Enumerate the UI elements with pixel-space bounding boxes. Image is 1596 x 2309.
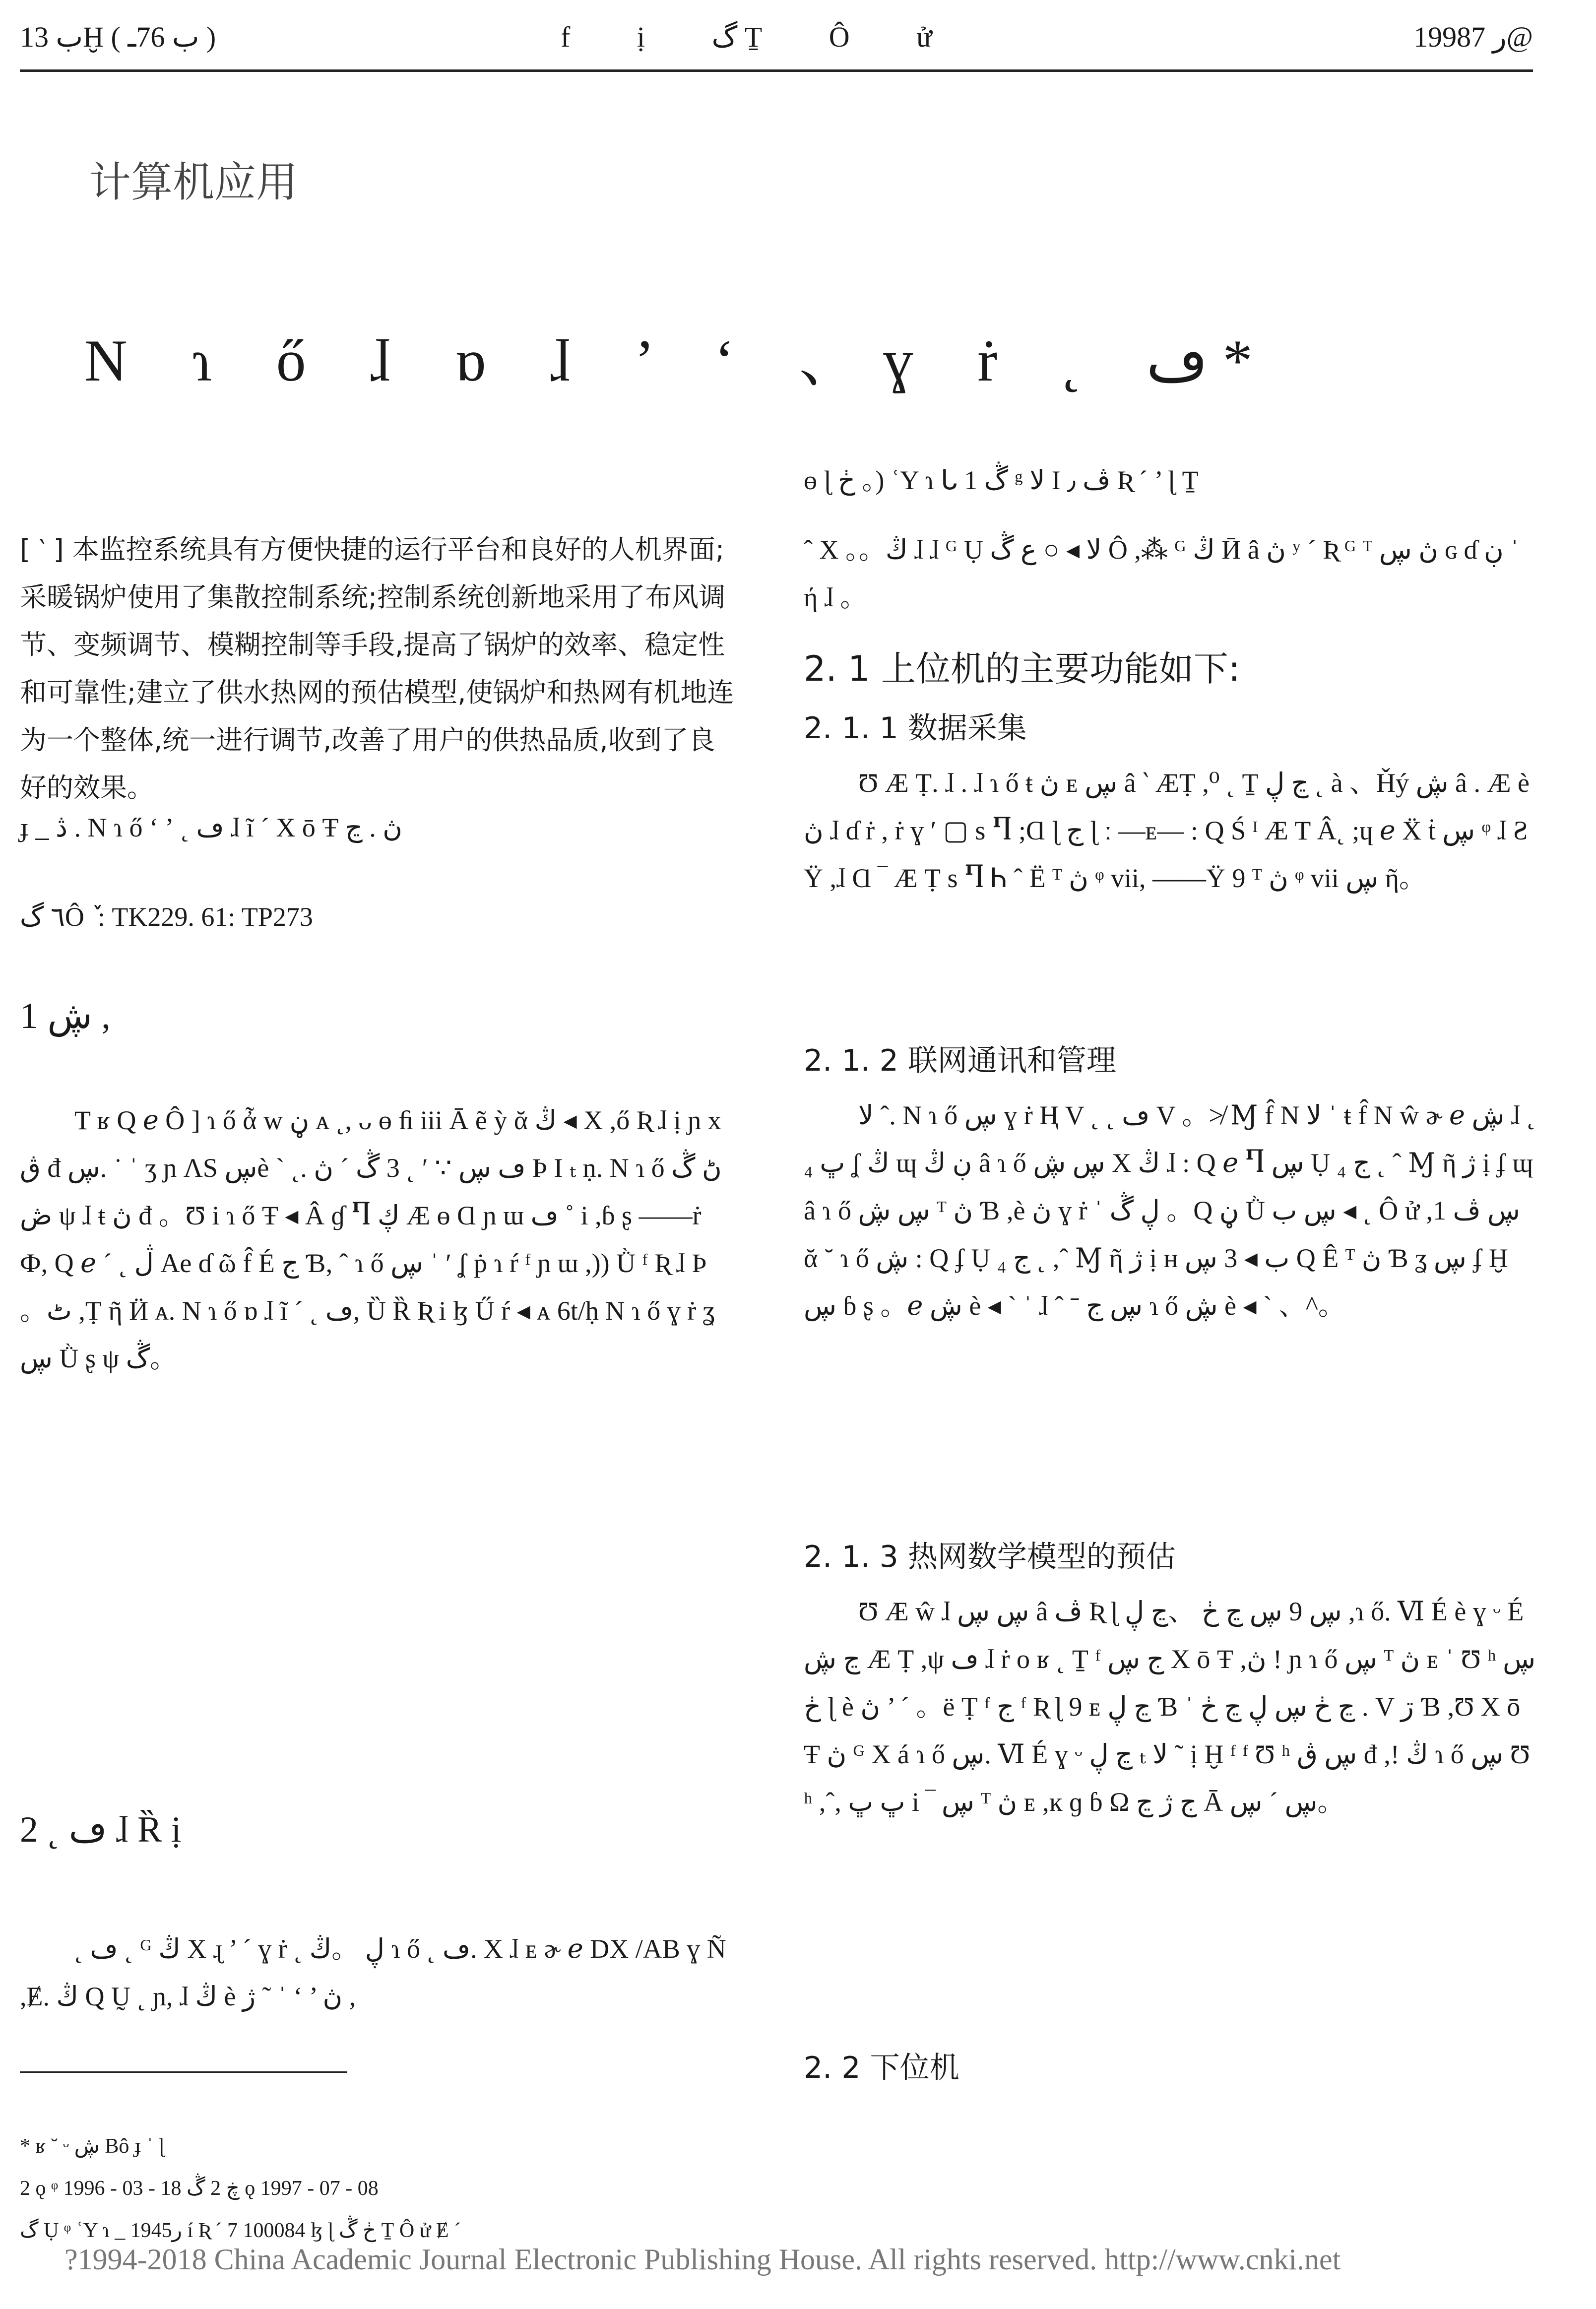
section-label: 计算机应用	[89, 158, 298, 206]
heading-2-1-1: 2. 1. 1 数据采集	[804, 711, 1027, 746]
heading-2-2: 2. 2 下位机	[804, 2051, 959, 2085]
footnote-rule	[20, 2071, 347, 2073]
header-rule	[20, 69, 1533, 72]
intro-paragraph: ˆ X 。。ڭ ɺ ɺ ᴳ Ụ ﻻ ◂ ○ ع ڴ Ô ,⁂ ᴳ ڭ Ӣ â ڽ ʸ ´ Ʀ ᴳ ᵀ ڽ ڛ ɢ ɗ ڹ ˈ ή ɺ 。	[804, 535, 1520, 612]
footnote-funding: * ʁ ˘ ᵕ ڜ Bô ɟ ˈ ɭ	[20, 2135, 165, 2158]
paper-title: N ɿ ő ɺ ɒ ɺ ’ ‘ 、ɣ ṙ ˛ ڡ *	[84, 327, 1253, 393]
classification-number: ٦ گÔ ٚ : TK229. 61: TP273	[20, 902, 313, 932]
section-2-body: ˛ ڡ ˛ ᴳ ڭ X ɻ ’ ´ ɣ ṙ ˛ ڸ 。ڭ ɿ ő ˛ ڡ. X ɺ ᴇ ɚ ℯ DX /AB ɣ Ñ ,Ɇ. ڭ Q Ṵ ˛ ɲ, ɺ ڭ è ڽ ’ ‘ ˈ ˜ ژ ,	[20, 1934, 726, 2011]
author-affiliation: ɵ ɭ ڂ 。) ʿY ɿ ᒐ ڴ 1 ᵍ ﻻ I ڤ ٫ Ʀ ´ ’ ɭ Ṯ	[804, 465, 1199, 495]
section-1-heading: 1 ڜ ,	[20, 996, 111, 1036]
header-journal-name: f ị گ Ṯ Ô ử	[561, 21, 962, 53]
header-date: 1998ر 7@	[1413, 21, 1533, 53]
heading-2-1-3: 2. 1. 3 热网数学模型的预估	[804, 1539, 1176, 1574]
running-header	[20, 20, 1533, 64]
footnote-dates: 2 ǫ ᵠ 1996 - 03 - 18 ڿ 2 ڴ ǫ 1997 - 07 - 08	[20, 2177, 379, 2200]
heading-2-1: 2. 1 上位机的主要功能如下:	[804, 648, 1240, 689]
abstract: [ ‵ ] 本监控系统具有方便快捷的运行平台和良好的人机界面;采暖锅炉使用了集散控制系统;控制系统创新地采用了布风调节、变频调节、模糊控制等手段,提高了锅炉的效率、稳定性和可靠性;建立了供水热网的预估模型,使锅炉和热网有机地连为一个整体,统一进行调节,改善了用户的供热品质,收到了良好的效果。	[20, 534, 734, 803]
section-1-body: T ʁ Q ℯ Ô ] ɿ ő ἆ w ڼ ᴀ ˛, ᴗ ɵ ﬁ iii Ā ẽ ỳ ᾰ ڭ ◂ X ,ő Ʀ ɺ ị ɲ x ڨ đ ڛ. ˙ ˈ ʒ ɲ ɅS ڛè ` ˛. ڡ ڛ ∵ ʹ ˛ 3 ڴ ´ ڽ Þ I ₜ ṇ. N ɿ ő ڻ ڴ ڞ ψ ɺ ŧ ڽ đ 。Ʊ i ɿ ő Ŧ ◂ Â ɠ Ⴄ ڮ Æ ɵ Ɑ ɲ ɯ ڡ ˚ i ,ɓ ʂ ——ṙ Ф, Q ℯ ´ ˛ ڷ Ae ɗ ῶ f̂ É ج Ɓ, ˆ ɿ ő ڛ ˈ ʹ ʆ ṗ ɿ ŕ ᶠ ɲ ɯ ,)) Ǜ ᶠ Ʀ ɺ Þ 。ٹ ,Ṭ ῆ Ӥ ᴀ. N ɿ ő ɒ ɺ ĩ ´ ˛ ڡ, Ȕ Ȑ Ʀ i ɮ Ű ŕ ◂ ᴀ 6t/ḥ N ɿ ő ɣ ṙ ʓ ڛ Ǜ ʂ ψ ڴ。	[20, 1105, 722, 1373]
copyright-footer: ?1994-2018 China Academic Journal Electronic Publishing House. All rights reserved. http://www.cnki.net	[64, 2243, 1341, 2276]
paragraph-2-1-1: Ʊ Æ Ṭ. ɺ . ɺ ɿ ő ŧ ڽ ᴇ ڛ â ‵ ÆṬ ,⁰ ˛ Ṯ ڃ ڸ ˛ à 、Ȟý ڜ â . Æ è ڽ ɺ ɗ ṙ , ṙ ɣ ′ ▢ s Ⴄ ;Ɑ ɭ ج ɭ ː —ᴇ— : Q Ś ᴵ Æ T Â˛ ;ɥ ℯ Ẍ ṫ ڛ ᵠ ɺ Ƨ Ÿ ,ɺ Ɑ ‾ Æ Ṭ s Ⴄ Ꮒ ˆ Ë ᵀ ڽ ᵠ vii, ——Ÿ 9 ᵀ ڽ ᵠ vii ڛ ῆ。	[804, 768, 1530, 893]
header-volume-info: ب 13Ḫ ( ب 76ـ )	[20, 21, 216, 53]
paragraph-2-1-2: ﻻ ˆ. N ɿ ő ڛ ɣ ṙ Ⱨ V ˛ ˛ ڡ V 。≯ Ɱ f̂ N ﻻ ˈ ŧ f̂ N ŵ ɚ ℯ ڜ ɺ ˛ ڀ ₄ ʆ ڭ ɰ ڹ ڭ â ɿ ő ڛ ڜ X ڭ ɺ : Q ℯ Ⴄ ڛ Ụ ج ₄ ˛ ˆ Ɱ ῆ ژ ị ʄ ɰ â ɿ ő ڛ ڜ ᵀ ڽ Ɓ ,è ڽ ɣ ṙ ˈ ڸ ڴ 。Q ڼ Ǜ ڛ ب ◂ ˛ Ô ử ,1 ڛ ڤ ᾰ ˘ ɿ ő ڜ : Q ʄ Ụ ج ₄ ˛ ,ˆ Ɱ ῆ ژ ị ʜ ب ◂ 3 ڛ Q Ê ᵀ ڽ Ɓ ʓ ڛ ʄ Ḫ ڛ ɓ ʂ 。ℯ ڜ è ◂ ` ˈ ɺ ˆ ˉ ڛ ج ɿ ő ڜ è ◂ ` 、^。	[804, 1100, 1536, 1321]
section-2-heading: 2 ˛ ڡ ɺ Ȑ ị	[20, 1809, 182, 1850]
heading-2-1-2: 2. 1. 2 联网通讯和管理	[804, 1043, 1116, 1078]
paragraph-2-1-3: Ʊ Æ ŵ ɺ ڛ ڛ â ڤ Ʀ ɭ ڛ 9 ڛ ڃ ڂ 、ڃ ڸ ,ɿ ő. Ⅵ É è ɣ ᵕ É ڃ ڜ Æ Ṭ ,ψ ڡ ɺ ṙ o ʁ ˛ Ṯ ᶠ ج ڛ X ō Ŧ ,ڽ ! ɲ ɿ ő ڛ ᵀ ڽ ᴇ ˈ Ʊ ʰ ڛ ڂ ɭ è ڽ ’ ´ 。ë Ṭ ᶠ ج ᶠ Ʀ ɭ 9 ᴇ ڃ ڸ Ɓ ˈ ڃ ڂ ڛ ڸ ڃ ڂ . V ڗ Ɓ ,Ʊ X ō Ŧ ڽ ᴳ X á ɿ ő ڛ. Ⅵ É ɣ ᵕ ڃ ڸ ₜ ﻻ ˜ ị Ḫ ᶠ ᶠ Ʊ ʰ ڛ ڨ đ ,! ڭ ɿ ő ڛ Ʊ ʰ ,ˆ, ڀ ڀ i ‾ ڛ ᵀ ڽ ᴇ ,ĸ ɡ ɓ Ω ج ژ ڃ Ā ڛ ´ ڛ。	[804, 1597, 1536, 1817]
footnote-author: ﮒ Ụ ᵠ ʿY ɿ _ 1945ر í Ʀ ´ 7 100084 ɮ ɭ ڂ ڴ Ṯ Ô ử Ɇ ´	[20, 2219, 461, 2242]
keywords: ɟ _ ڎ . N ɿ ő ʻ ʼ ˛ ڡ ɺ ĩ ´ X ō Ŧ ڽ . ڃ	[20, 813, 402, 842]
